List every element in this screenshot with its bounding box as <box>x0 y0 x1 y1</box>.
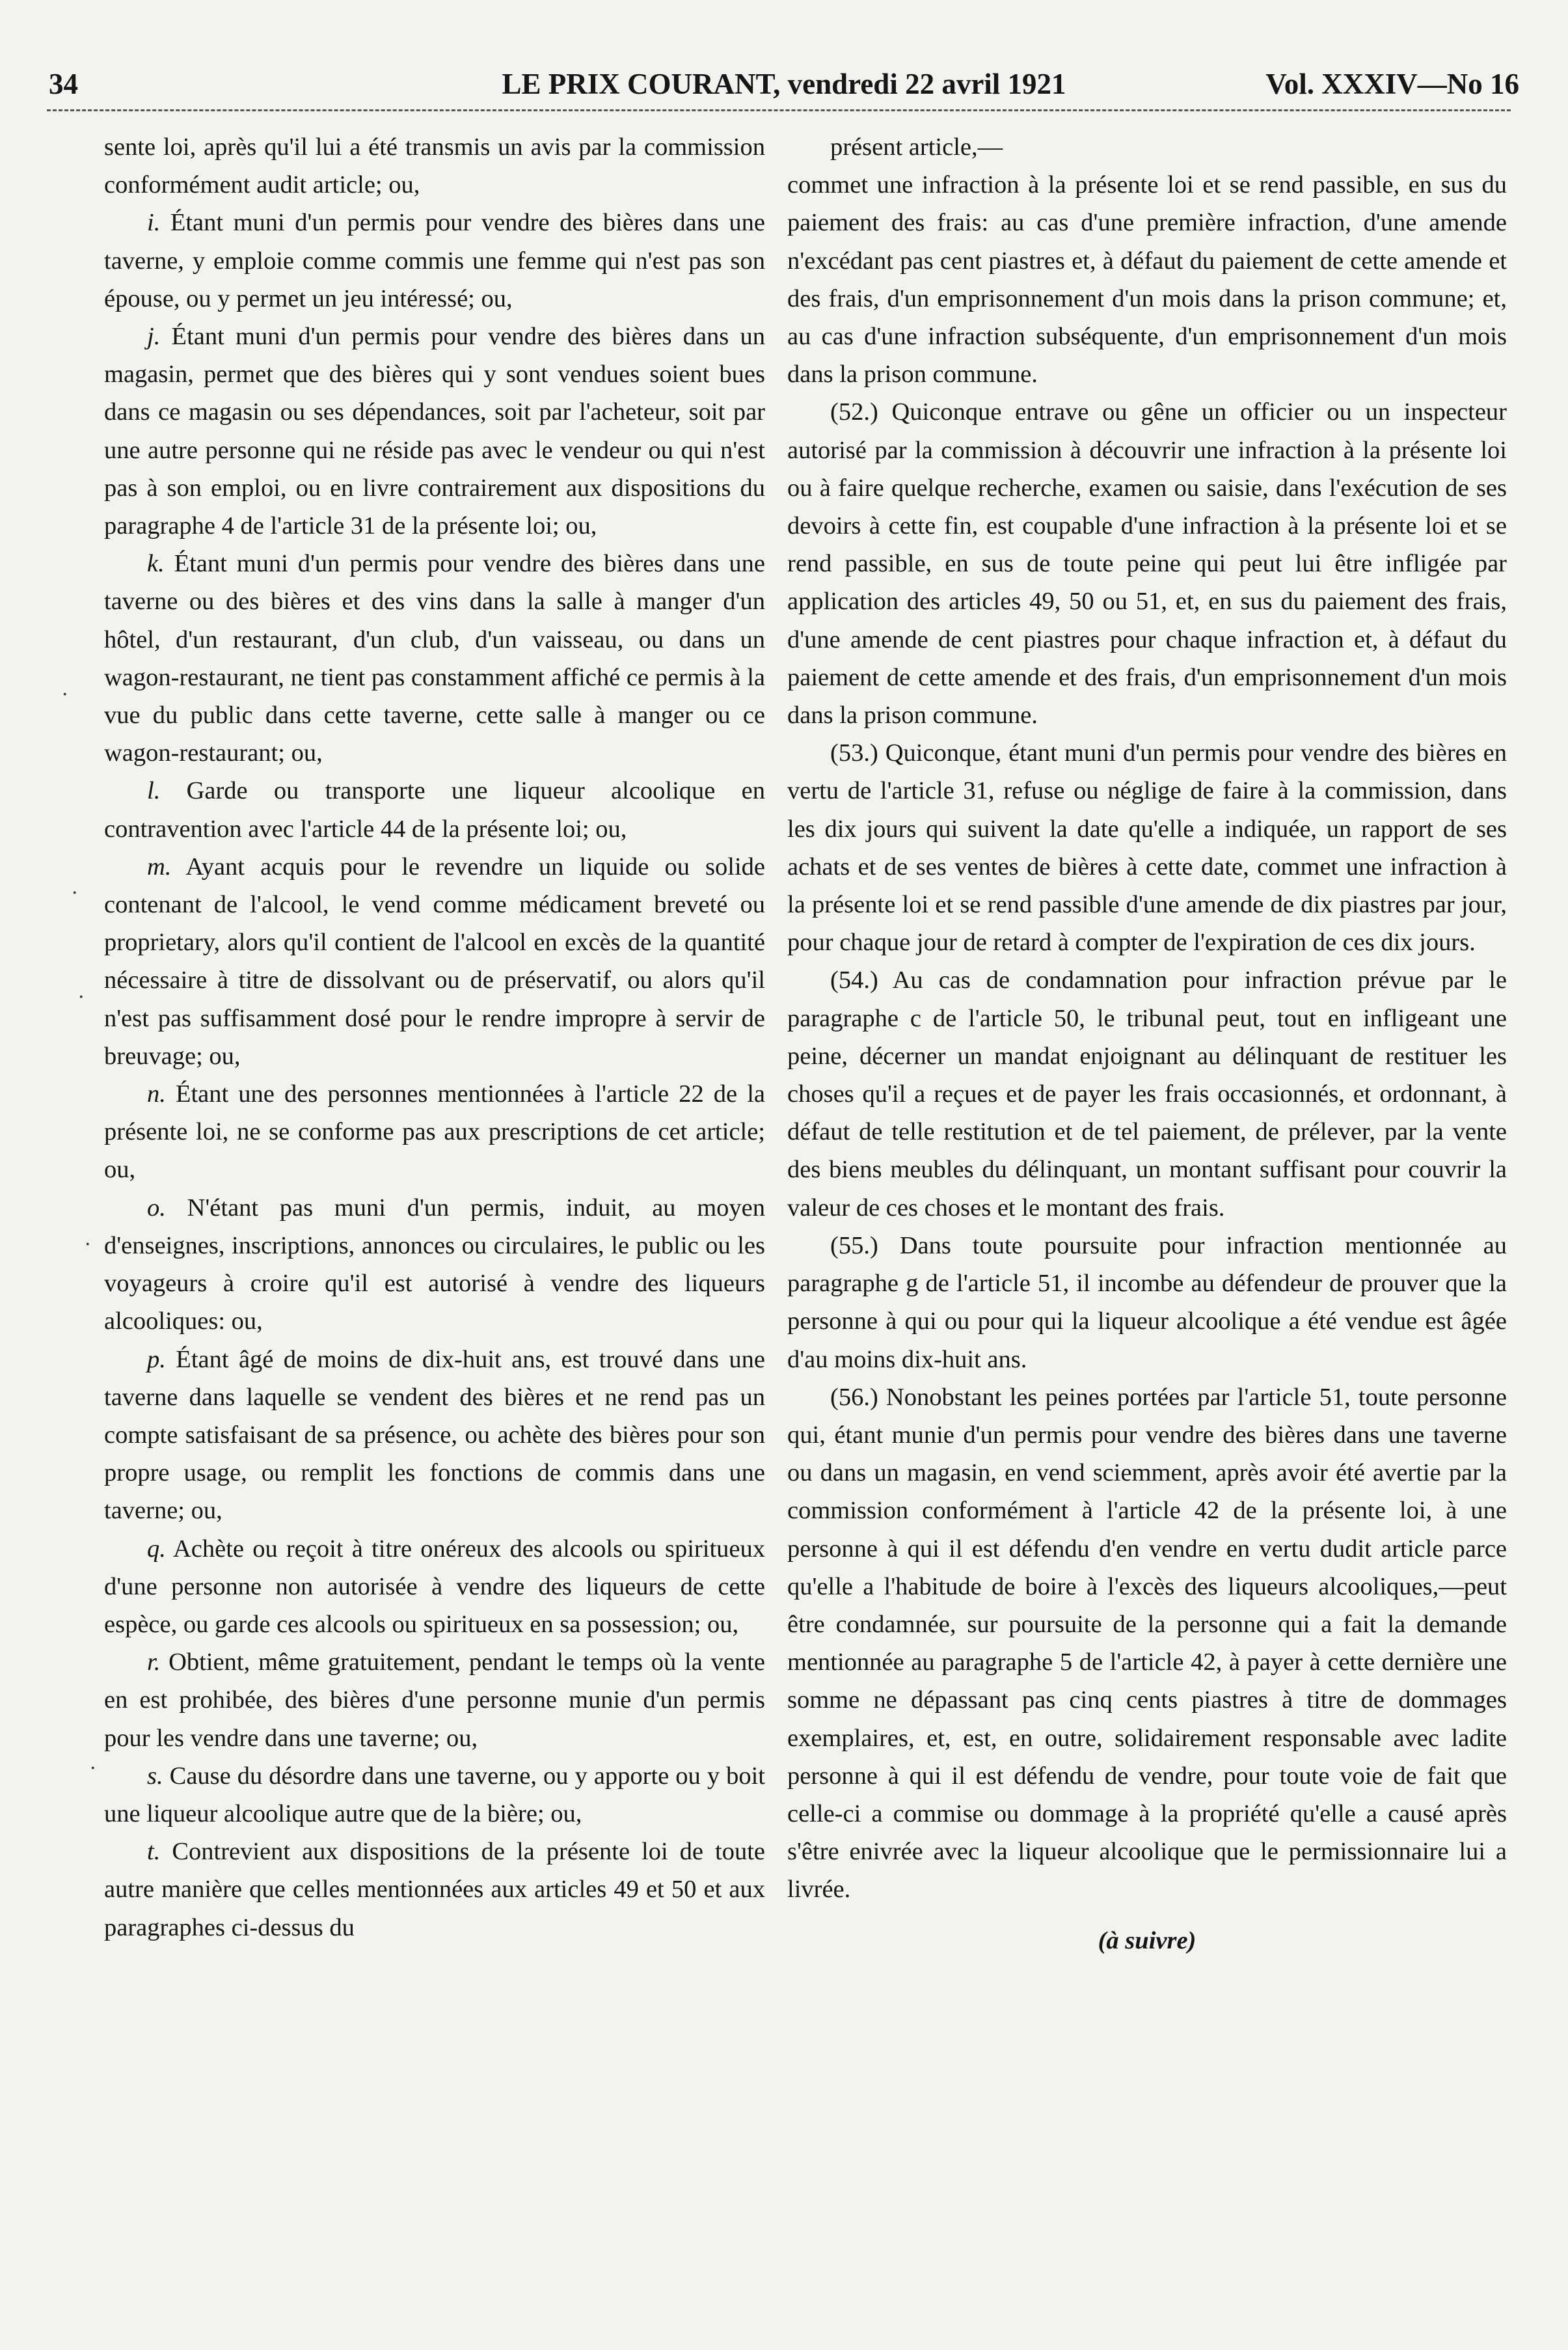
header-divider <box>47 109 1511 111</box>
left-column <box>104 128 765 1947</box>
clause-o: o. N'étant pas muni d'un permis, induit, au moyen d'enseignes, inscriptions, annonces ou circulaires, le public ou les voyageurs à croire qu'il est autorisé à vendre des liqueurs alcooliques: ou, <box>104 1194 766 1335</box>
clause-p: p. Étant âgé de moins de dix-huit ans, est trouvé dans une taverne dans laquelle se vendent des bières et ne rend pas un compte satisfaisant de sa présence, ou achète des bières pour son propre usage, ou remplit les fonctions de commis dans une taverne; ou, <box>104 1345 766 1525</box>
section-52: (52.) Quiconque entrave ou gêne un officier ou un inspecteur autorisé par la commission à découvrir une infraction à la présente loi ou à faire quelque recherche, examen ou saisie, dans l'exécution de ses devoirs à cette fin, est coupable d'une infraction à la présente loi et se rend passible, en sus de toute peine qui peut lui être infligée par application des articles 49, 50 ou 51, et, en sus du paiement des frais, d'une amende de cent piastres pour chaque infraction et, à défaut du paiement de cette amende et des frais, d'un emprisonnement d'un mois dans la prison commune. <box>787 398 1507 730</box>
article-text-cont: présent article,— <box>830 133 1003 161</box>
clause-m: m. Ayant acquis pour le revendre un liquide ou solide contenant de l'alcool, le vend comme médicament breveté ou proprietary, alors qu'il contient de l'alcool en excès de la quantité nécessaire à titre de dissolvant ou de préservatif, ou alors qu'il n'est pas suffisamment dosé pour le rendre impropre à servir de breuvage; ou, <box>104 853 765 1070</box>
right-column <box>787 128 1507 1960</box>
clause-j: j. Étant muni d'un permis pour vendre des bières dans un magasin, permet que des bières qui y sont vendues soient bues dans ce magasin ou ses dépendances, soit par l'acheteur, soit par une autre personne qui ne réside pas avec le vendeur ou qui n'est pas à son emploi, ou en livre contrairement aux dispositions du paragraphe 4 de l'article 31 de la présente loi; ou, <box>104 323 766 540</box>
clause-r: r. Obtient, même gratuitement, pendant le temps où la vente en est prohibée, des bières d'une personne munie d'un permis pour les vendre dans une taverne; ou, <box>104 1648 765 1752</box>
volume-label: Vol. XXXIV—No 16 <box>1265 68 1519 100</box>
clause-s: s. Cause du désordre dans une taverne, ou y apporte ou y boit une liqueur alcoolique autre que de la bière; ou, <box>104 1762 765 1827</box>
to-be-continued: (à suivre) <box>1098 1926 1196 1954</box>
page-number: 34 <box>49 68 78 100</box>
clause-n: n. Étant une des personnes mentionnées à l'article 22 de la présente loi, ne se conforme pas aux prescriptions de cet article; ou, <box>104 1080 765 1184</box>
clause-t: t. Contrevient aux dispositions de la présente loi de toute autre manière que celles mentionnées aux articles 49 et 50 et aux paragraphes ci-dessus du <box>104 1838 765 1941</box>
clause-q: q. Achète ou reçoit à titre onéreux des alcools ou spiritueux d'une personne non autorisée à vendre des liqueurs de cette espèce, ou garde ces alcools ou spiritueux en sa possession; ou, <box>104 1535 765 1638</box>
clause-i: i. Étant muni d'un permis pour vendre des bières dans une taverne, y emploie comme commis une femme qui n'est pas son épouse, ou y permet un jeu intéressé; ou, <box>104 209 766 312</box>
section-54: (54.) Au cas de condamnation pour infraction prévue par le paragraphe c de l'article 50, le tribunal peut, tout en infligeant une peine, décerner un mandat enjoignant au délinquant de restituer les choses qu'il a reçues et de payer les frais occasionnés, et ordonnant, à défaut de telle restitution et de tel paiement, de prélever, par la vente des biens meubles du délinquant, un montant suffisant pour couvrir la valeur de ces choses et le montant des frais. <box>787 966 1507 1222</box>
page-header <box>49 64 1519 104</box>
article-text-cont: sente loi, après qu'il lui a été transmis un avis par la commission conformément audit article; ou, <box>104 133 765 199</box>
clause-l: l. Garde ou transporte une liqueur alcoolique en contravention avec l'article 44 de la présente loi; ou, <box>104 777 766 843</box>
section-55: (55.) Dans toute poursuite pour infraction mentionnée au paragraphe g de l'article 51, il incombe au défendeur de prouver que la personne à qui ou pour qui la liqueur alcoolique a été vendue est âgée d'au moins dix-huit ans. <box>787 1231 1507 1373</box>
page-title: LE PRIX COURANT, vendredi 22 avril 1921 <box>502 68 1066 100</box>
section-53: (53.) Quiconque, étant muni d'un permis pour vendre des bières en vertu de l'article 31, refuse ou néglige de faire à la commission, dans les dix jours qui suivent la date qu'elle a indiquée, un rapport de ses achats et de ses ventes de bières à cette date, commet une infraction à la présente loi et se rend passible d'une amende de dix piastres par jour, pour chaque jour de retard à compter de l'expiration de ces dix jours. <box>787 739 1507 957</box>
margin-specks: · · · · · <box>62 683 96 1780</box>
penalty-paragraph: commet une infraction à la présente loi et se rend passible, en sus du paiement des frais: au cas d'une première infraction, d'une amende n'excédant pas cent piastres et, à défaut du paiement de cette amende et des frais, d'un emprisonnement d'un mois dans la prison commune; et, au cas d'une infraction subséquente, d'un emprisonnement d'un mois dans la prison commune. <box>787 171 1507 389</box>
clause-k: k. Étant muni d'un permis pour vendre des bières dans une taverne ou des bières et des vins dans la salle à manger d'un hôtel, d'un restaurant, d'un club, d'un vaisseau, ou dans un wagon-restaurant, ne tient pas constamment affiché ce permis à la vue du public dans cette taverne, cette salle à manger ou ce wagon-restaurant; ou, <box>104 550 765 767</box>
section-56: (56.) Nonobstant les peines portées par l'article 51, toute personne qui, étant munie d'un permis pour vendre des bières dans une taverne ou dans un magasin, en vend sciemment, après avoir été avertie par la commission conformément à l'article 42 de la présente loi, à une personne à qui il est défendu d'en vendre en vertu dudit article parce qu'elle a l'habitude de boire à l'excès des liqueurs alcooliques,—peut être condamnée, sur poursuite de la personne qui a fait la demande mentionnée au paragraphe 5 de l'article 42, à payer à cette dernière une somme ne dépassant pas cinq cents piastres à titre de dommages exemplaires, et, est, en outre, solidairement responsable avec ladite personne à qui il est défendu de vendre, pour toute voie de fait que celle-ci a commise ou dommage à la propriété qu'elle a causé après s'être enivrée avec la liqueur alcoolique que le permissionnaire lui a livrée. <box>787 1383 1507 1904</box>
